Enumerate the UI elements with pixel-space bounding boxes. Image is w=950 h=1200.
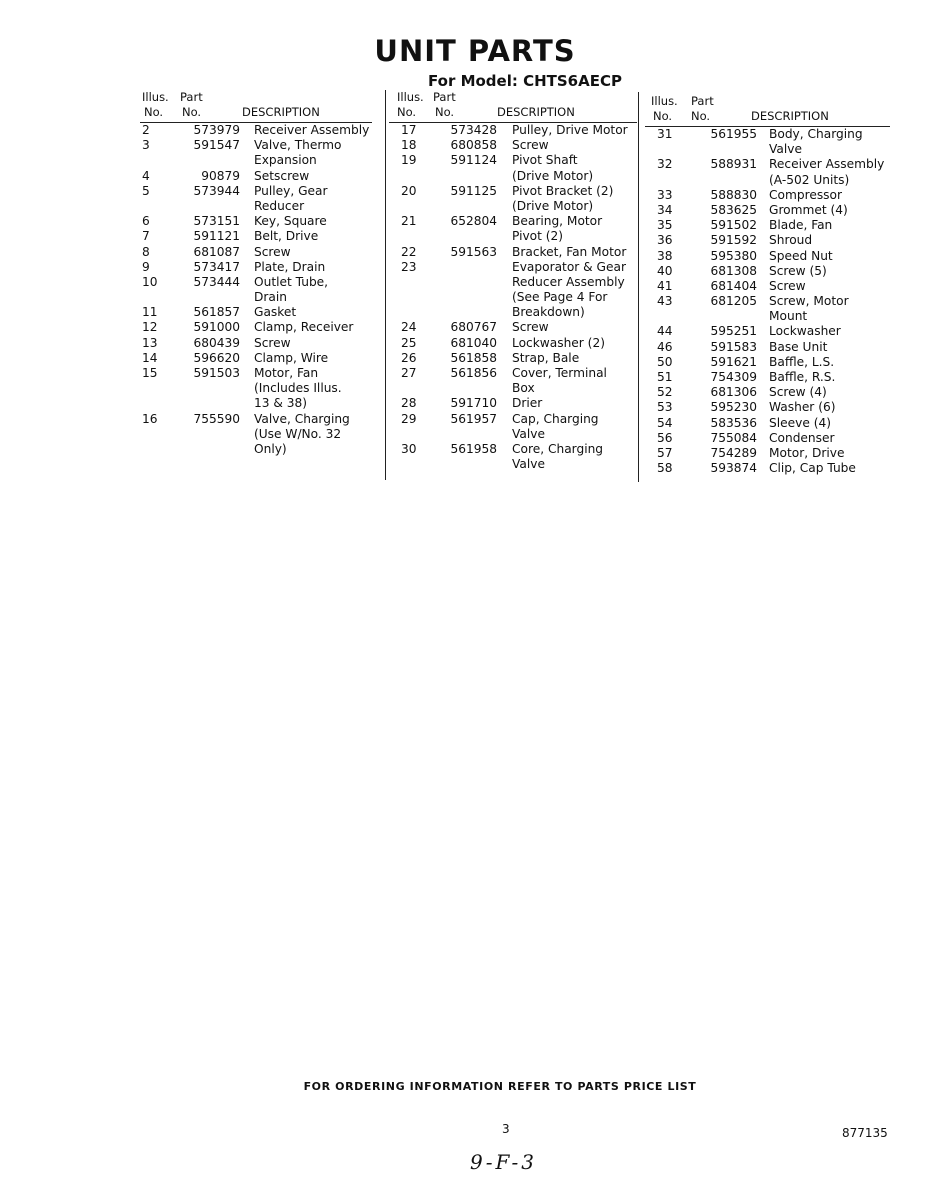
- illus-number: 27: [401, 366, 417, 380]
- part-description: Evaporator & Gear: [512, 259, 626, 274]
- parts-row: [389, 396, 637, 411]
- part-number: 591000: [193, 320, 240, 335]
- part-number: 595230: [710, 400, 757, 415]
- part-number: 754309: [710, 370, 757, 384]
- part-description: Screw: [254, 244, 291, 259]
- part-description: Clamp, Receiver: [254, 320, 354, 335]
- part-number: 573417: [193, 259, 240, 274]
- part-description: 13 & 38): [254, 396, 308, 411]
- parts-row: [389, 381, 637, 396]
- part-description: Screw: [769, 278, 806, 293]
- parts-row: [389, 169, 637, 184]
- illus-number: 34: [657, 202, 673, 217]
- illus-number: 20: [401, 183, 417, 198]
- part-number: 90879: [201, 168, 240, 183]
- parts-row: [140, 427, 372, 442]
- parts-row: [140, 275, 372, 290]
- illus-number: 30: [401, 441, 417, 456]
- part-number: 681087: [193, 244, 240, 259]
- parts-row: [389, 427, 637, 442]
- part-number: 681205: [710, 294, 757, 309]
- part-description: Valve, Thermo: [254, 138, 342, 153]
- illus-number: 31: [657, 127, 673, 141]
- illus-number: 19: [401, 153, 417, 168]
- part-description: Screw: [512, 320, 549, 335]
- parts-row: [140, 245, 372, 260]
- parts-row: [645, 324, 890, 339]
- part-description: Baffle, R.S.: [769, 370, 836, 384]
- illus-number: 46: [657, 339, 673, 354]
- part-description: Pulley, Gear: [254, 183, 328, 198]
- illus-number: 8: [142, 244, 150, 259]
- illus-no-header-label: No.: [397, 105, 417, 119]
- parts-row: [140, 138, 372, 153]
- illus-number: 40: [657, 263, 673, 278]
- parts-row: [389, 123, 637, 138]
- part-description: Core, Charging: [512, 441, 604, 456]
- illus-number: 29: [401, 411, 417, 426]
- illus-number: 44: [657, 324, 673, 339]
- illus-number: 22: [401, 244, 417, 259]
- illus-number: 51: [657, 370, 673, 384]
- parts-row: [389, 184, 637, 199]
- column-header-row-1: [389, 88, 637, 104]
- part-description: Motor, Fan: [254, 366, 319, 380]
- parts-row: [140, 442, 372, 457]
- part-description: (Includes Illus.: [254, 381, 342, 396]
- column-header-row-2: [645, 108, 890, 124]
- column-divider-2: [638, 92, 639, 482]
- parts-row: [645, 355, 890, 370]
- parts-row: [645, 264, 890, 279]
- part-no-header-label: No.: [182, 105, 202, 119]
- illus-number: 6: [142, 214, 150, 229]
- part-description: (Drive Motor): [512, 198, 594, 213]
- parts-rows: [645, 127, 890, 476]
- page-number: 3: [502, 1122, 510, 1136]
- illus-number: 15: [142, 366, 158, 380]
- parts-row: [645, 446, 890, 461]
- part-number: 573428: [450, 123, 497, 137]
- part-number: 573944: [193, 183, 240, 198]
- part-number: 583625: [710, 202, 757, 217]
- part-description: (See Page 4 For: [512, 290, 608, 305]
- parts-row: [140, 153, 372, 168]
- part-description: Clamp, Wire: [254, 350, 329, 365]
- parts-row: [140, 351, 372, 366]
- parts-row: [645, 309, 890, 324]
- illus-number: 52: [657, 385, 673, 400]
- illus-number: 50: [657, 354, 673, 369]
- part-number: 591503: [193, 366, 240, 380]
- part-description: Screw (4): [769, 385, 827, 400]
- part-description: Breakdown): [512, 305, 585, 320]
- handwritten-note: 9-F-3: [470, 1150, 537, 1174]
- part-number: 680858: [450, 138, 497, 153]
- parts-row: [140, 336, 372, 351]
- parts-row: [389, 351, 637, 366]
- part-number: 561858: [450, 350, 497, 365]
- parts-row: [140, 214, 372, 229]
- column-header-row-1: [645, 92, 890, 108]
- parts-row: [140, 123, 372, 138]
- parts-row: [645, 385, 890, 400]
- description-header-label: DESCRIPTION: [242, 105, 320, 119]
- parts-row: [389, 442, 637, 457]
- parts-row: [140, 396, 372, 411]
- part-description: Drier: [512, 396, 543, 411]
- illus-number: 2: [142, 123, 150, 137]
- parts-row: [645, 142, 890, 157]
- illus-number: 41: [657, 278, 673, 293]
- illus-number: 11: [142, 305, 158, 320]
- illus-number: 28: [401, 396, 417, 411]
- part-description: Screw (5): [769, 263, 827, 278]
- parts-row: [389, 260, 637, 275]
- part-description: Receiver Assembly: [769, 157, 885, 172]
- part-number: 591121: [193, 229, 240, 244]
- part-number: 593874: [710, 461, 757, 476]
- part-description: Motor, Drive: [769, 445, 845, 460]
- illus-number: 23: [401, 259, 417, 274]
- parts-column-1: [140, 88, 372, 457]
- illus-header-label: Illus.: [142, 90, 169, 104]
- description-header-label: DESCRIPTION: [497, 105, 575, 119]
- part-description: Clip, Cap Tube: [769, 461, 856, 476]
- illus-number: 24: [401, 320, 417, 335]
- parts-row: [645, 233, 890, 248]
- parts-row: [389, 305, 637, 320]
- page-title: UNIT PARTS: [374, 34, 576, 68]
- part-description: Sleeve (4): [769, 415, 831, 430]
- part-description: Blade, Fan: [769, 218, 833, 233]
- part-description: Shroud: [769, 233, 813, 248]
- part-description: Bearing, Motor: [512, 214, 603, 229]
- illus-number: 21: [401, 214, 417, 229]
- part-number: 681040: [450, 335, 497, 350]
- parts-rows: [140, 123, 372, 457]
- parts-row: [389, 275, 637, 290]
- part-description: Condenser: [769, 430, 835, 445]
- illus-number: 10: [142, 274, 158, 289]
- description-header-label: DESCRIPTION: [751, 109, 829, 123]
- part-description: Cover, Terminal: [512, 366, 607, 380]
- illus-number: 26: [401, 350, 417, 365]
- illus-number: 17: [401, 123, 417, 137]
- illus-no-header-label: No.: [653, 109, 673, 123]
- part-number: 591547: [193, 138, 240, 153]
- illus-number: 7: [142, 229, 150, 244]
- part-number: 561957: [450, 411, 497, 426]
- part-number: 591125: [450, 183, 497, 198]
- part-number: 591502: [710, 218, 757, 233]
- part-number: 680439: [193, 335, 240, 350]
- part-description: Gasket: [254, 305, 297, 320]
- part-number: 680767: [450, 320, 497, 335]
- part-description: Valve: [512, 426, 545, 441]
- illus-number: 13: [142, 335, 158, 350]
- parts-row: [140, 412, 372, 427]
- column-header-row-2: [140, 104, 372, 120]
- parts-row: [645, 188, 890, 203]
- illus-number: 18: [401, 138, 417, 153]
- part-number: 595251: [710, 324, 757, 339]
- parts-row: [645, 127, 890, 142]
- parts-row: [389, 366, 637, 381]
- part-description: (Drive Motor): [512, 168, 594, 183]
- part-description: Body, Charging: [769, 127, 863, 141]
- part-number: 573151: [193, 214, 240, 229]
- parts-row: [389, 245, 637, 260]
- part-description: (A-502 Units): [769, 172, 850, 187]
- part-number: 588931: [710, 157, 757, 172]
- illus-number: 35: [657, 218, 673, 233]
- parts-row: [140, 260, 372, 275]
- illus-no-header-label: No.: [144, 105, 164, 119]
- parts-row: [645, 203, 890, 218]
- part-description: Outlet Tube,: [254, 274, 329, 289]
- part-description: Only): [254, 441, 287, 456]
- part-number: 591563: [450, 244, 497, 259]
- parts-row: [389, 138, 637, 153]
- part-description: Strap, Bale: [512, 350, 580, 365]
- part-number: 755590: [193, 411, 240, 426]
- column-divider-1: [385, 90, 386, 480]
- document-number: 877135: [842, 1126, 888, 1140]
- part-number: 591710: [450, 396, 497, 411]
- part-description: Pivot Shaft: [512, 153, 578, 168]
- part-number: 561958: [450, 441, 497, 456]
- illus-number: 57: [657, 445, 673, 460]
- part-description: Box: [512, 381, 535, 396]
- part-header-label: Part: [691, 94, 714, 108]
- illus-number: 33: [657, 187, 673, 202]
- parts-row: [389, 153, 637, 168]
- part-description: Plate, Drain: [254, 259, 326, 274]
- model-subtitle: For Model: CHTS6AECP: [428, 72, 622, 90]
- parts-row: [389, 336, 637, 351]
- parts-row: [140, 229, 372, 244]
- parts-row: [140, 381, 372, 396]
- part-number: 652804: [450, 214, 497, 229]
- part-number: 754289: [710, 445, 757, 460]
- part-number: 591583: [710, 339, 757, 354]
- part-description: Receiver Assembly: [254, 123, 370, 137]
- illus-number: 38: [657, 248, 673, 263]
- part-description: Pulley, Drive Motor: [512, 123, 628, 137]
- parts-row: [645, 294, 890, 309]
- parts-row: [389, 199, 637, 214]
- part-number: 595380: [710, 248, 757, 263]
- parts-row: [140, 366, 372, 381]
- part-description: Mount: [769, 309, 808, 324]
- part-number: 561856: [450, 366, 497, 380]
- illus-number: 56: [657, 430, 673, 445]
- parts-row: [140, 290, 372, 305]
- parts-row: [140, 199, 372, 214]
- parts-row: [645, 173, 890, 188]
- parts-row: [389, 214, 637, 229]
- part-description: Valve, Charging: [254, 411, 350, 426]
- parts-row: [645, 249, 890, 264]
- part-description: Screw: [254, 335, 291, 350]
- part-number: 681308: [710, 263, 757, 278]
- parts-row: [645, 218, 890, 233]
- part-description: Reducer: [254, 198, 305, 213]
- part-description: Screw, Motor: [769, 294, 849, 309]
- parts-row: [645, 400, 890, 415]
- part-number: 588830: [710, 187, 757, 202]
- parts-row: [645, 461, 890, 476]
- parts-row: [140, 305, 372, 320]
- part-description: Pivot (2): [512, 229, 564, 244]
- illus-number: 36: [657, 233, 673, 248]
- parts-row: [645, 416, 890, 431]
- parts-row: [140, 184, 372, 199]
- parts-column-3: [645, 92, 890, 476]
- part-number: 561955: [710, 127, 757, 141]
- illus-number: 5: [142, 183, 150, 198]
- parts-row: [645, 370, 890, 385]
- parts-row: [389, 229, 637, 244]
- part-number: 573444: [193, 274, 240, 289]
- column-header-row-2: [389, 104, 637, 120]
- part-number: 596620: [193, 350, 240, 365]
- parts-row: [645, 279, 890, 294]
- part-description: Base Unit: [769, 339, 828, 354]
- part-no-header-label: No.: [691, 109, 711, 123]
- part-description: Expansion: [254, 153, 317, 168]
- part-number: 681404: [710, 278, 757, 293]
- part-description: Drain: [254, 290, 287, 305]
- parts-row: [140, 320, 372, 335]
- parts-column-2: [389, 88, 637, 472]
- illus-header-label: Illus.: [397, 90, 424, 104]
- part-number: 561857: [193, 305, 240, 320]
- illus-number: 9: [142, 259, 150, 274]
- parts-row: [389, 290, 637, 305]
- parts-rows: [389, 123, 637, 472]
- parts-row: [645, 431, 890, 446]
- part-number: 591592: [710, 233, 757, 248]
- part-number: 591621: [710, 354, 757, 369]
- illus-number: 16: [142, 411, 158, 426]
- part-description: Screw: [512, 138, 549, 153]
- parts-row: [645, 157, 890, 172]
- part-number: 755084: [710, 430, 757, 445]
- illus-number: 53: [657, 400, 673, 415]
- parts-row: [140, 169, 372, 184]
- parts-row: [645, 340, 890, 355]
- part-description: Valve: [512, 457, 545, 472]
- part-description: Reducer Assembly: [512, 274, 625, 289]
- part-description: Pivot Bracket (2): [512, 183, 614, 198]
- part-description: Grommet (4): [769, 202, 848, 217]
- illus-number: 32: [657, 157, 673, 172]
- part-number: 583536: [710, 415, 757, 430]
- part-description: Baffle, L.S.: [769, 354, 835, 369]
- ordering-info-footer: FOR ORDERING INFORMATION REFER TO PARTS PRICE LIST: [303, 1080, 697, 1093]
- illus-number: 12: [142, 320, 158, 335]
- part-description: Compressor: [769, 187, 842, 202]
- part-header-label: Part: [433, 90, 456, 104]
- part-description: Cap, Charging: [512, 411, 599, 426]
- part-header-label: Part: [180, 90, 203, 104]
- part-description: Valve: [769, 142, 802, 157]
- illus-header-label: Illus.: [651, 94, 678, 108]
- part-description: Lockwasher: [769, 324, 841, 339]
- parts-row: [389, 412, 637, 427]
- part-description: Speed Nut: [769, 248, 833, 263]
- illus-number: 3: [142, 138, 150, 153]
- part-number: 573979: [193, 123, 240, 137]
- illus-number: 43: [657, 294, 673, 309]
- parts-row: [389, 457, 637, 472]
- part-description: Key, Square: [254, 214, 327, 229]
- part-description: Belt, Drive: [254, 229, 319, 244]
- part-description: (Use W/No. 32: [254, 426, 342, 441]
- illus-number: 58: [657, 461, 673, 476]
- column-header-row-1: [140, 88, 372, 104]
- part-description: Washer (6): [769, 400, 836, 415]
- illus-number: 54: [657, 415, 673, 430]
- illus-number: 4: [142, 168, 150, 183]
- illus-number: 14: [142, 350, 158, 365]
- parts-row: [389, 320, 637, 335]
- part-number: 591124: [450, 153, 497, 168]
- part-number: 681306: [710, 385, 757, 400]
- part-description: Bracket, Fan Motor: [512, 244, 627, 259]
- part-description: Setscrew: [254, 168, 310, 183]
- part-no-header-label: No.: [435, 105, 455, 119]
- part-description: Lockwasher (2): [512, 335, 605, 350]
- illus-number: 25: [401, 335, 417, 350]
